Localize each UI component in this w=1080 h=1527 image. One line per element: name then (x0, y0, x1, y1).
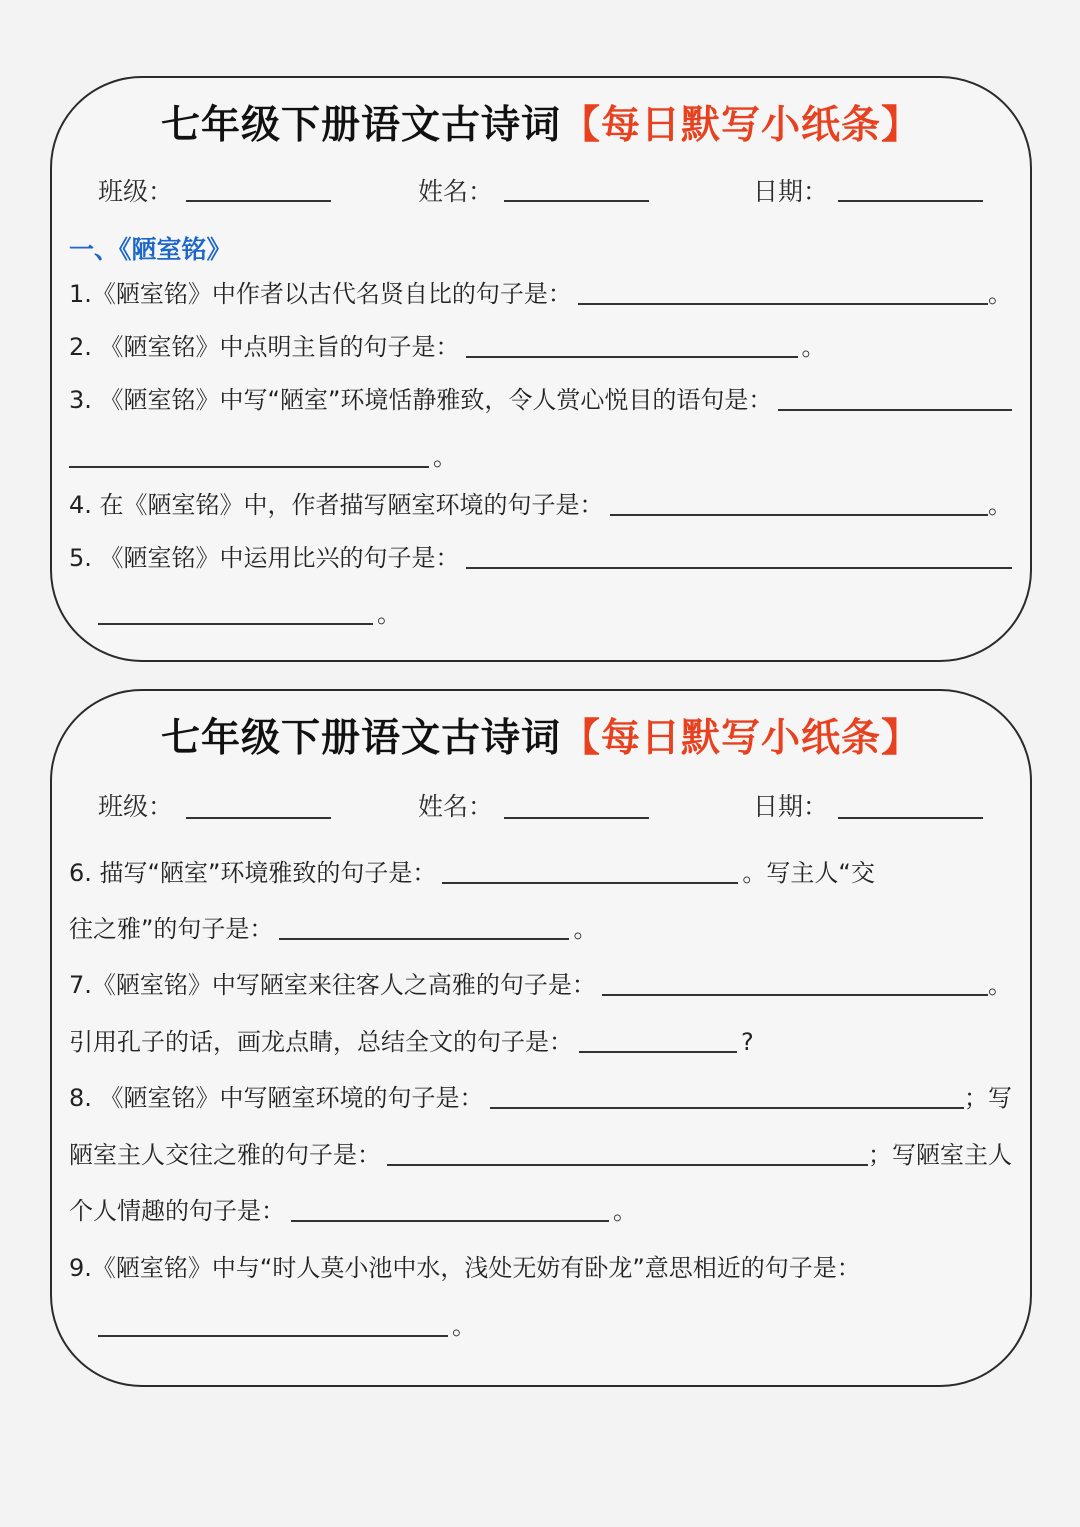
question-line-5-cont (98, 590, 1012, 630)
answer-blank[interactable] (291, 1220, 609, 1222)
answer-blank[interactable] (490, 1107, 964, 1109)
question-suffix: 。 (801, 333, 826, 361)
worksheet-card-2 (50, 689, 1032, 1387)
question-suffix: 。 (988, 491, 1012, 519)
question-suffix: 。 (377, 600, 401, 628)
date-blank[interactable] (838, 200, 983, 202)
answer-blank[interactable] (69, 466, 429, 468)
answer-blank[interactable] (466, 356, 798, 358)
question-text: 3. 《陋室铭》中写“陋室”环境恬静雅致，令人赏心悦目的语句是： (69, 386, 773, 414)
question-suffix: 。 (433, 443, 457, 471)
question-line-8-cont (69, 1131, 1012, 1171)
answer-blank[interactable] (578, 303, 988, 305)
question-line-2 (69, 323, 1012, 363)
question-line-3-cont (69, 433, 1012, 473)
question-line-3 (69, 376, 1012, 416)
question-line-8-cont2 (69, 1187, 1012, 1227)
answer-blank[interactable] (778, 409, 1012, 411)
question-line-7-cont (69, 1018, 1012, 1058)
question-text: 2. 《陋室铭》中点明主旨的句子是： (69, 333, 460, 361)
answer-blank[interactable] (466, 567, 1012, 569)
question-line-8 (69, 1074, 1012, 1114)
date-blank[interactable] (838, 817, 983, 819)
question-suffix: 。 (613, 1197, 637, 1225)
question-suffix: 。 (988, 280, 1012, 308)
question-line-9-cont (98, 1302, 1012, 1342)
title-main: 七年级下册语文古诗词 (160, 716, 561, 761)
question-line-7 (69, 961, 1012, 1001)
question-suffix: 。 (988, 971, 1012, 999)
answer-blank[interactable] (98, 1335, 448, 1337)
date-label: 日期： (753, 792, 829, 821)
question-line-1 (69, 270, 1012, 310)
question-text: 引用孔子的话，画龙点睛，总结全文的句子是： (69, 1028, 573, 1056)
question-line-5 (69, 534, 1012, 574)
question-suffix: ? (741, 1028, 754, 1056)
question-line-6 (69, 849, 1012, 889)
question-suffix: ；写 (964, 1084, 1012, 1112)
answer-blank[interactable] (98, 623, 373, 625)
title-accent: 【每日默写小纸条】 (561, 716, 922, 761)
question-text: 9.《陋室铭》中与“时人莫小池中水，浅处无妨有卧龙”意思相近的句子是： (69, 1254, 861, 1282)
question-suffix: 。 (573, 915, 598, 943)
name-blank[interactable] (504, 817, 649, 819)
class-blank[interactable] (186, 200, 331, 202)
question-text: 6. 描写“陋室”环境雅致的句子是： (69, 859, 437, 887)
question-text: 4. 在《陋室铭》中，作者描写陋室环境的句子是： (69, 491, 604, 519)
section-heading: 一、《陋室铭》 (69, 235, 232, 264)
question-line-6-cont (69, 905, 1012, 945)
title-main: 七年级下册语文古诗词 (160, 103, 561, 148)
answer-blank[interactable] (387, 1164, 868, 1166)
worksheet-card-1 (50, 76, 1032, 662)
title-accent: 【每日默写小纸条】 (561, 103, 922, 148)
question-text: 1.《陋室铭》中作者以古代名贤自比的句子是： (69, 280, 572, 308)
name-label: 姓名： (418, 792, 494, 821)
card-title (52, 707, 1030, 763)
question-text: 往之雅”的句子是： (69, 915, 274, 943)
question-line-4 (69, 481, 1012, 521)
name-label: 姓名： (418, 177, 494, 206)
answer-blank[interactable] (579, 1051, 737, 1053)
name-blank[interactable] (504, 200, 649, 202)
question-text: 个人情趣的句子是： (69, 1197, 285, 1225)
question-suffix: ；写陋室主人 (868, 1141, 1012, 1169)
question-line-9 (69, 1244, 1012, 1284)
question-text: 8. 《陋室铭》中写陋室环境的句子是： (69, 1084, 484, 1112)
question-suffix: 。写主人“交 (742, 859, 875, 887)
answer-blank[interactable] (610, 514, 988, 516)
question-suffix: 。 (452, 1312, 476, 1340)
card-title (52, 94, 1030, 150)
class-blank[interactable] (186, 817, 331, 819)
answer-blank[interactable] (602, 994, 988, 996)
answer-blank[interactable] (279, 938, 569, 940)
class-label: 班级： (98, 792, 174, 821)
question-text: 5. 《陋室铭》中运用比兴的句子是： (69, 544, 460, 572)
answer-blank[interactable] (442, 882, 738, 884)
question-text: 陋室主人交往之雅的句子是： (69, 1141, 381, 1169)
date-label: 日期： (753, 177, 829, 206)
question-text: 7.《陋室铭》中写陋室来往客人之高雅的句子是： (69, 971, 596, 999)
class-label: 班级： (98, 177, 174, 206)
